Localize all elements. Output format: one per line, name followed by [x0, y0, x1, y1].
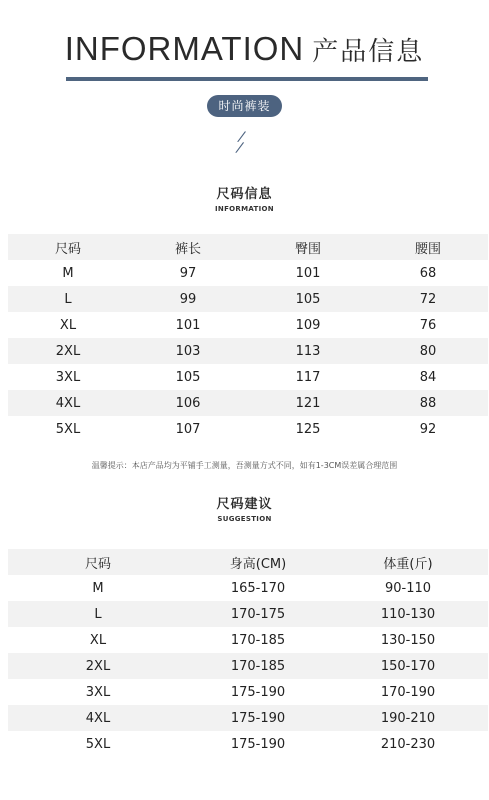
- table-cell: M: [62, 265, 74, 281]
- title-english: INFORMATION: [64, 30, 305, 67]
- table-cell: 190-210: [328, 705, 488, 731]
- table-cell: 4XL: [8, 705, 188, 731]
- table-cell: 103: [128, 338, 248, 364]
- column-header: 腰围: [368, 234, 488, 260]
- table-cell: XL: [89, 632, 107, 648]
- table-cell: 121: [248, 390, 368, 416]
- table-cell: 170-175: [188, 601, 328, 627]
- table-cell: 2XL: [8, 653, 188, 679]
- table-row: [8, 653, 488, 679]
- size-info-subtitle: INFORMATION: [215, 205, 274, 213]
- table-cell: 68: [419, 265, 437, 281]
- table-row: [8, 286, 488, 312]
- table-cell: 5XL: [85, 736, 111, 752]
- category-badge: 时尚裤装: [207, 95, 282, 117]
- table-cell: 92: [419, 421, 437, 437]
- table-header-row: [8, 234, 488, 260]
- page-title: [65, 30, 425, 68]
- table-cell: 165-170: [230, 580, 286, 596]
- table-row: [8, 416, 488, 442]
- table-cell: 84: [419, 369, 437, 385]
- table-cell: 72: [368, 286, 488, 312]
- suggestion-table: [8, 549, 488, 757]
- table-cell: L: [8, 601, 188, 627]
- table-cell: 99: [128, 286, 248, 312]
- slash-decoration-icon: / /: [235, 128, 246, 157]
- table-cell: 170-190: [380, 684, 436, 700]
- column-header: 臀围: [248, 234, 368, 260]
- table-cell: 106: [128, 390, 248, 416]
- size-info-title: 尺码信息: [216, 187, 273, 202]
- table-cell: 107: [175, 421, 201, 437]
- table-cell: XL: [59, 317, 77, 333]
- table-cell: 113: [248, 338, 368, 364]
- table-row: [8, 260, 488, 286]
- suggestion-title: 尺码建议: [216, 497, 273, 512]
- table-cell: 3XL: [55, 369, 81, 385]
- size-info-heading: [0, 183, 489, 213]
- table-cell: 4XL: [8, 390, 128, 416]
- column-header: 裤长: [128, 234, 248, 260]
- table-cell: 125: [295, 421, 321, 437]
- suggestion-heading: [0, 493, 489, 523]
- column-header: 身高(CM): [188, 549, 328, 575]
- table-cell: 5XL: [55, 421, 81, 437]
- column-header: 尺码: [8, 234, 128, 260]
- header-underline: [66, 77, 428, 81]
- table-cell: M: [92, 580, 104, 596]
- table-row: [8, 364, 488, 390]
- table-header-row: [8, 549, 488, 575]
- table-row: [8, 705, 488, 731]
- column-header: 体重(斤): [328, 549, 488, 575]
- suggestion-subtitle: SUGGESTION: [217, 515, 272, 523]
- table-cell: 101: [295, 265, 321, 281]
- table-row: [8, 601, 488, 627]
- table-cell: 210-230: [380, 736, 436, 752]
- table-cell: 175-190: [188, 705, 328, 731]
- table-cell: 109: [295, 317, 321, 333]
- table-cell: 97: [179, 265, 197, 281]
- table-cell: 170-185: [230, 632, 286, 648]
- table-cell: 105: [175, 369, 201, 385]
- table-cell: 76: [419, 317, 437, 333]
- table-cell: 117: [295, 369, 321, 385]
- title-chinese: 产品信息: [312, 36, 425, 66]
- table-row: [8, 338, 488, 364]
- table-cell: 80: [368, 338, 488, 364]
- table-cell: L: [8, 286, 128, 312]
- table-cell: 3XL: [85, 684, 111, 700]
- table-cell: 90-110: [384, 580, 432, 596]
- table-cell: 130-150: [380, 632, 436, 648]
- table-cell: 110-130: [328, 601, 488, 627]
- table-cell: 2XL: [8, 338, 128, 364]
- page-header: [0, 30, 489, 68]
- table-row: [8, 575, 488, 601]
- table-row: [8, 731, 488, 757]
- table-cell: 101: [175, 317, 201, 333]
- measurement-note: 温馨提示：本店产品均为平铺手工测量，吾测量方式不同，如有1-3CM误差属合理范围: [91, 461, 398, 470]
- column-header: 尺码: [8, 549, 188, 575]
- table-cell: 175-190: [230, 736, 286, 752]
- table-row: [8, 627, 488, 653]
- table-cell: 175-190: [230, 684, 286, 700]
- table-row: [8, 390, 488, 416]
- table-row: [8, 679, 488, 705]
- table-cell: 150-170: [328, 653, 488, 679]
- table-cell: 170-185: [188, 653, 328, 679]
- size-info-table: [8, 234, 488, 442]
- table-cell: 88: [368, 390, 488, 416]
- table-cell: 105: [248, 286, 368, 312]
- table-row: [8, 312, 488, 338]
